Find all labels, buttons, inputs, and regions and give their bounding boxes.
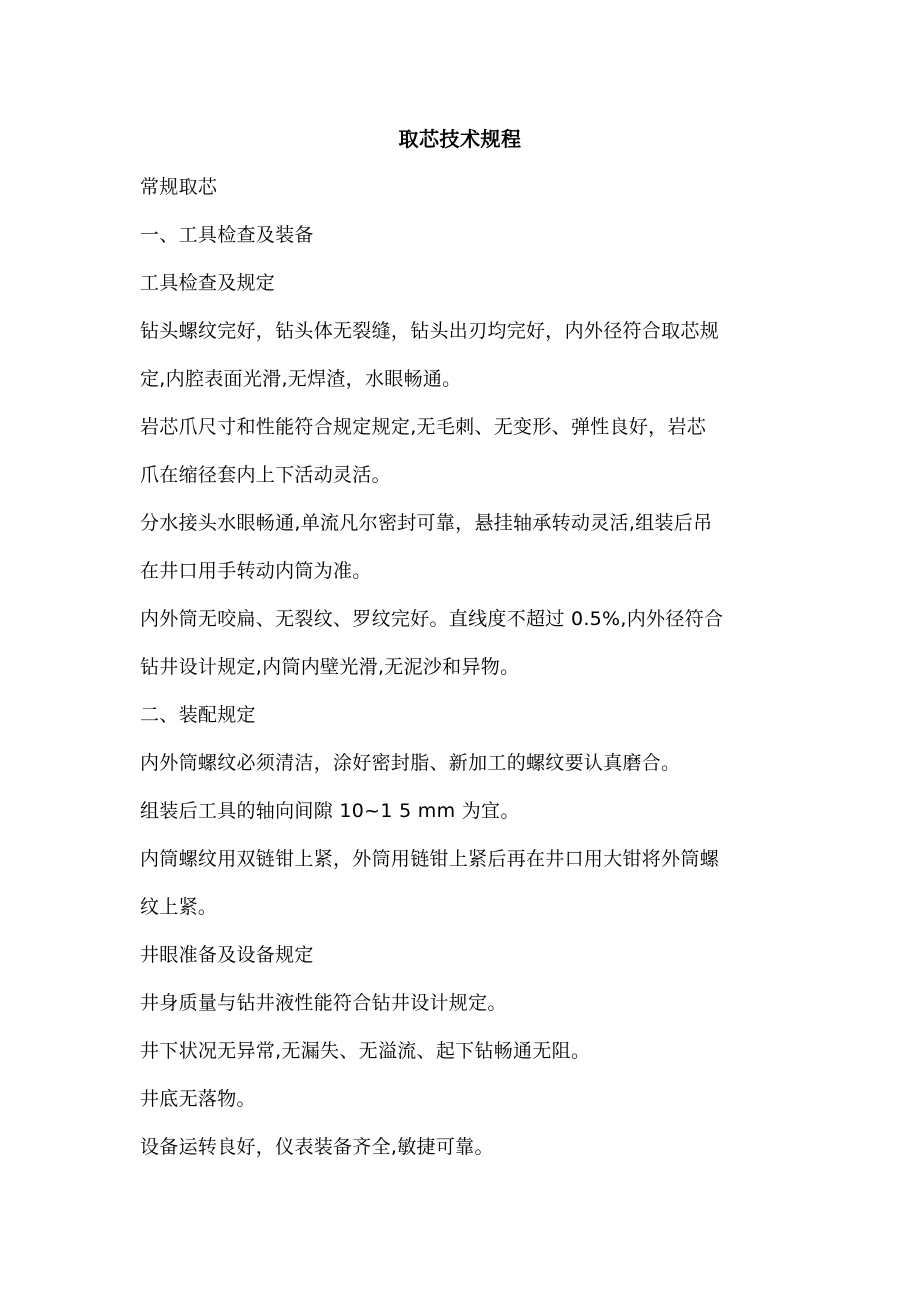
section-heading-assembly: 二、装配规定 [140, 704, 256, 726]
section-heading-tool-inspection: 一、工具检查及装备 [140, 224, 314, 246]
paragraph-line: 钻头螺纹完好，钻头体无裂缝，钻头出刃均完好，内外径符合取芯规 [140, 320, 720, 342]
paragraph-line: 定,内腔表面光滑,无焊渣，水眼畅通。 [140, 368, 462, 390]
paragraph-line: 设备运转良好，仪表装备齐全,敏捷可靠。 [140, 1136, 494, 1158]
paragraph-line: 内筒螺纹用双链钳上紧，外筒用链钳上紧后再在井口用大钳将外筒螺 [140, 848, 720, 870]
paragraph-line: 分水接头水眼畅通,单流凡尔密封可靠，悬挂轴承转动灵活,组装后吊 [140, 512, 713, 534]
section-heading-conventional-coring: 常规取芯 [140, 176, 218, 198]
paragraph-line: 井身质量与钻井液性能符合钻井设计规定。 [140, 992, 507, 1014]
paragraph-line: 井底无落物。 [140, 1088, 256, 1110]
paragraph-line: 岩芯爪尺寸和性能符合规定规定,无毛刺、无变形、弹性良好，岩芯 [140, 416, 707, 438]
paragraph-line: 井下状况无异常,无漏失、无溢流、起下钻畅通无阻。 [140, 1040, 591, 1062]
paragraph-line: 组装后工具的轴向间隙 10~1 5 mm 为宜。 [140, 800, 520, 822]
paragraph-line: 内外筒无咬扁、无裂纹、罗纹完好。直线度不超过 0.5%,内外径符合 [140, 608, 724, 630]
document-title: 取芯技术规程 [398, 127, 522, 151]
paragraph-line: 钻井设计规定,内筒内壁光滑,无泥沙和异物。 [140, 656, 520, 678]
subheading-wellbore-equipment: 井眼准备及设备规定 [140, 944, 314, 966]
subheading-tool-inspection-rules: 工具检查及规定 [140, 272, 276, 294]
paragraph-line: 纹上紧。 [140, 896, 218, 918]
paragraph-line: 在井口用手转动内筒为准。 [140, 560, 372, 582]
paragraph-line: 爪在缩径套内上下活动灵活。 [140, 464, 391, 486]
paragraph-line: 内外筒螺纹必须清洁，涂好密封脂、新加工的螺纹要认真磨合。 [140, 752, 681, 774]
